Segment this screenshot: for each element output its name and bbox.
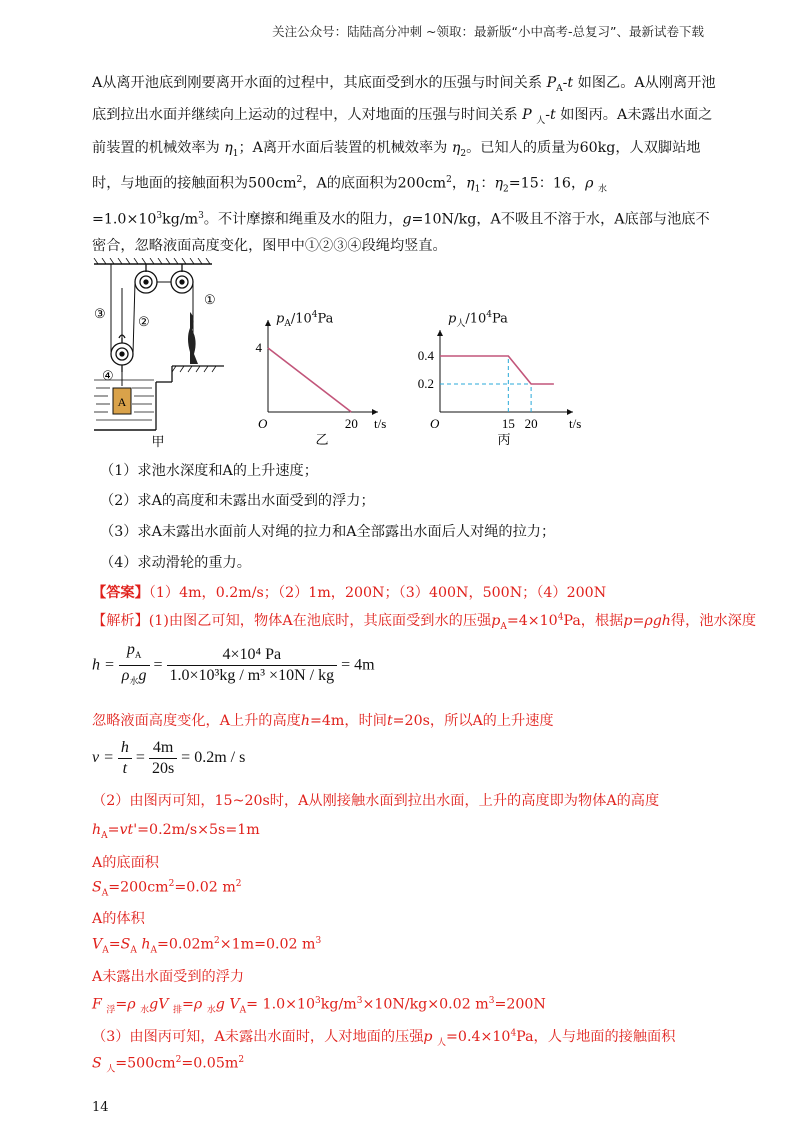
analysis-line-11: （3）由图丙可知，A未露出水面时，人对地面的压强p $_人=0.4\times 10^4Pa$，人与地面的接触面积	[92, 1028, 676, 1048]
caption-jia: 甲	[151, 434, 165, 449]
bing-x-arrow	[567, 409, 573, 415]
bing-y-tick-0: 0.4	[417, 348, 434, 363]
analysis-line-3: （2）由图丙可知，15~20s时，A从刚接触水面到拉出水面，上升的高度即为物体A的高度	[92, 793, 660, 809]
yi-origin: O	[258, 416, 268, 431]
analysis-line-9: A未露出水面受到的浮力	[92, 969, 245, 985]
yi-y-arrow	[265, 320, 271, 326]
analysis-line-7: A的体积	[92, 911, 145, 927]
object-a-label: A	[117, 395, 127, 409]
figure-yi-ylabel: $p_A/10^4Pa$	[276, 310, 334, 329]
yi-caption: 乙	[315, 432, 329, 447]
bing-y-arrow	[437, 330, 443, 336]
fixed-pulley-left	[135, 264, 157, 293]
analysis-line-5: A的底面积	[92, 855, 159, 871]
rope-label-3: ③	[94, 306, 106, 321]
analysis-line-12: S $_人=500cm^2=0.05m^2$	[92, 1055, 245, 1075]
analysis-label: 【解析】	[92, 613, 149, 629]
figure-yi	[246, 312, 396, 454]
header-note: 关注公众号：陆陆高分冲刺 ~领取：最新版“小中高考-总复习”、最新试卷下载	[272, 24, 704, 39]
bing-x-tick-1: 20	[524, 416, 538, 431]
bing-series-line	[440, 356, 554, 384]
figure-jia	[92, 258, 232, 450]
analysis-line-1: 【解析】(1)由图乙可知，物体A在池底时，其底面受到水的压强$p_A=4\times 10^4Pa$，根据p=ρgh得，池水深度	[92, 612, 757, 632]
bing-y-tick-1: 0.2	[417, 376, 434, 391]
yi-y-tick-0: 4	[255, 340, 262, 355]
bing-x-label: t/s	[569, 416, 582, 431]
rope-label-2: ②	[138, 314, 150, 329]
analysis-line-2: 忽略液面高度变化，A上升的高度h=4m，时间t=20s，所以A的上升速度	[92, 713, 554, 729]
problem-intro: A从离开池底到刚要离开水面的过程中，其底面受到水的压强与时间关系 $P_A-t$ 如图乙。A从刚离开池底到拉出水面并继续向上运动的过程中，人对地面的压强与时间关系 P $_人$-t 如图丙。A未露出水面之前装置的机械效率为 $\eta_1$；A离开水面后装置的机械效率为 $\eta_2$。已知人的质量为60kg，人双脚站地时，与地面的接触面积为$500cm^2$，A的底面积为$200cm^2$，$\eta_1$：$\eta_2=15$：16，ρ $_水=1.0\times 10^3kg/m^3$。不计摩擦和绳重及水的阻力，g=10N/kg，A不吸且不溶于水，A底部与池底不密合，忽略液面高度变化，图甲中①②③④段绳均竖直。	[92, 75, 716, 255]
hand	[188, 312, 198, 364]
bing-origin: O	[430, 416, 440, 431]
question-2: （2）求A的高度和未露出水面受到的浮力；	[100, 493, 375, 509]
question-3: （3）求A未露出水面前人对绳的拉力和A全部露出水面后人对绳的拉力；	[100, 524, 556, 540]
yi-series-line	[268, 348, 351, 412]
bing-caption: 丙	[497, 432, 511, 447]
fixed-pulley-right	[171, 264, 193, 293]
figure-bing-ylabel: $p_人/10^4Pa$	[448, 310, 508, 329]
analysis-line-6: $S_A=200cm^2=0.02$ $m^2$	[92, 879, 242, 899]
yi-x-tick-0: 20	[344, 416, 358, 431]
formula-speed: v = $\frac{h}{t}$ = $\frac{4m}{20s}$ = 0.2m / s	[92, 739, 246, 777]
answer	[92, 582, 606, 602]
rope-label-4: ④	[102, 368, 114, 383]
page-number: 14	[92, 1100, 109, 1115]
analysis-line-10: F $_浮$=ρ $_水$gV $_排$=ρ $_水$g $V_A= 1.0\times 10^3kg/m^3\times 10N/kg\times 0.02$ $m^3=200N$	[92, 996, 546, 1016]
yi-x-arrow	[372, 409, 378, 415]
question-1: （1）求池水深度和A的上升速度；	[100, 463, 318, 479]
answer-text: （1）4m，0.2m/s；（2）1m，200N；（3）400N，500N；（4）200N	[148, 585, 607, 601]
rope-label-1: ①	[204, 292, 216, 307]
answer-label: 【答案】	[92, 585, 149, 601]
question-4: （4）求动滑轮的重力。	[100, 555, 251, 571]
formula-depth: h = $\frac{p_A}{\rho_水g}$ = $\frac{\text{4×10⁴ Pa}}{\text{1.0×10³kg / m³ ×10N / kg}}$ = 4m	[92, 641, 375, 687]
analysis-line-4: $h_A=vt'=0.2m/s\times 5s=1m$	[92, 822, 260, 841]
yi-x-label: t/s	[374, 416, 387, 431]
figure-bing	[410, 312, 585, 454]
analysis-line-8: $V_A=S_A$ $h_A=0.02m^2\times 1m=0.02$ $m^3$	[92, 936, 322, 956]
bing-x-tick-0: 15	[501, 416, 515, 431]
